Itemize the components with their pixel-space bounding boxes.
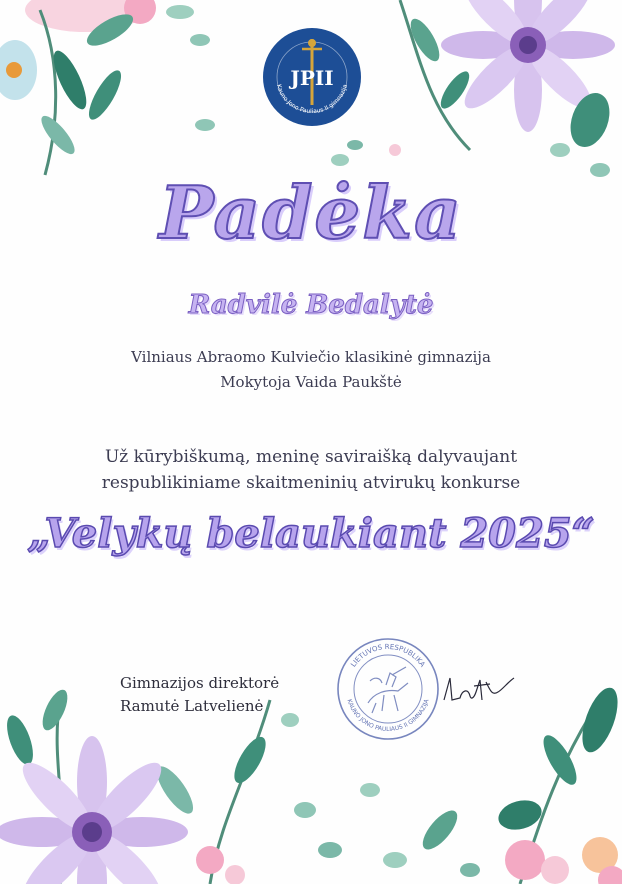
bottom-left-flowers bbox=[0, 686, 380, 884]
contest-title: „Velykų belaukiant 2025“ bbox=[27, 510, 595, 557]
reason-line-1: Už kūrybiškumą, meninę saviraišką dalyvaujant bbox=[104, 447, 518, 467]
signature bbox=[438, 670, 518, 710]
official-stamp bbox=[336, 637, 440, 741]
school-name: Vilniaus Abraomo Kulviečio klasikinė gimnazija bbox=[131, 348, 491, 366]
stamp-top-text: LIETUVOS RESPUBLIKA bbox=[349, 642, 427, 669]
recipient-name: Radvilė Bedalytė bbox=[188, 290, 434, 320]
signatory-role: Gimnazijos direktorė bbox=[120, 674, 280, 692]
vytis-emblem bbox=[368, 667, 408, 713]
logo-text: JPII bbox=[290, 66, 334, 90]
top-left-flowers bbox=[0, 0, 210, 175]
top-right-flowers bbox=[195, 0, 616, 177]
teacher-name: Mokytoja Vaida Paukštė bbox=[220, 373, 402, 391]
certificate-title: Padėka bbox=[159, 170, 463, 255]
reason-line-2: respublikiniame skaitmeninių atvirukų konkurse bbox=[101, 473, 521, 493]
stamp-bottom-text: KAUNO JONO PAULIAUS II GIMNAZIJA bbox=[345, 698, 431, 734]
signatory-name: Ramutė Latvelienė bbox=[120, 697, 264, 715]
school-logo bbox=[262, 27, 362, 127]
logo-ring-text: Kauno Jono Pauliaus II gimnazija bbox=[274, 83, 350, 116]
